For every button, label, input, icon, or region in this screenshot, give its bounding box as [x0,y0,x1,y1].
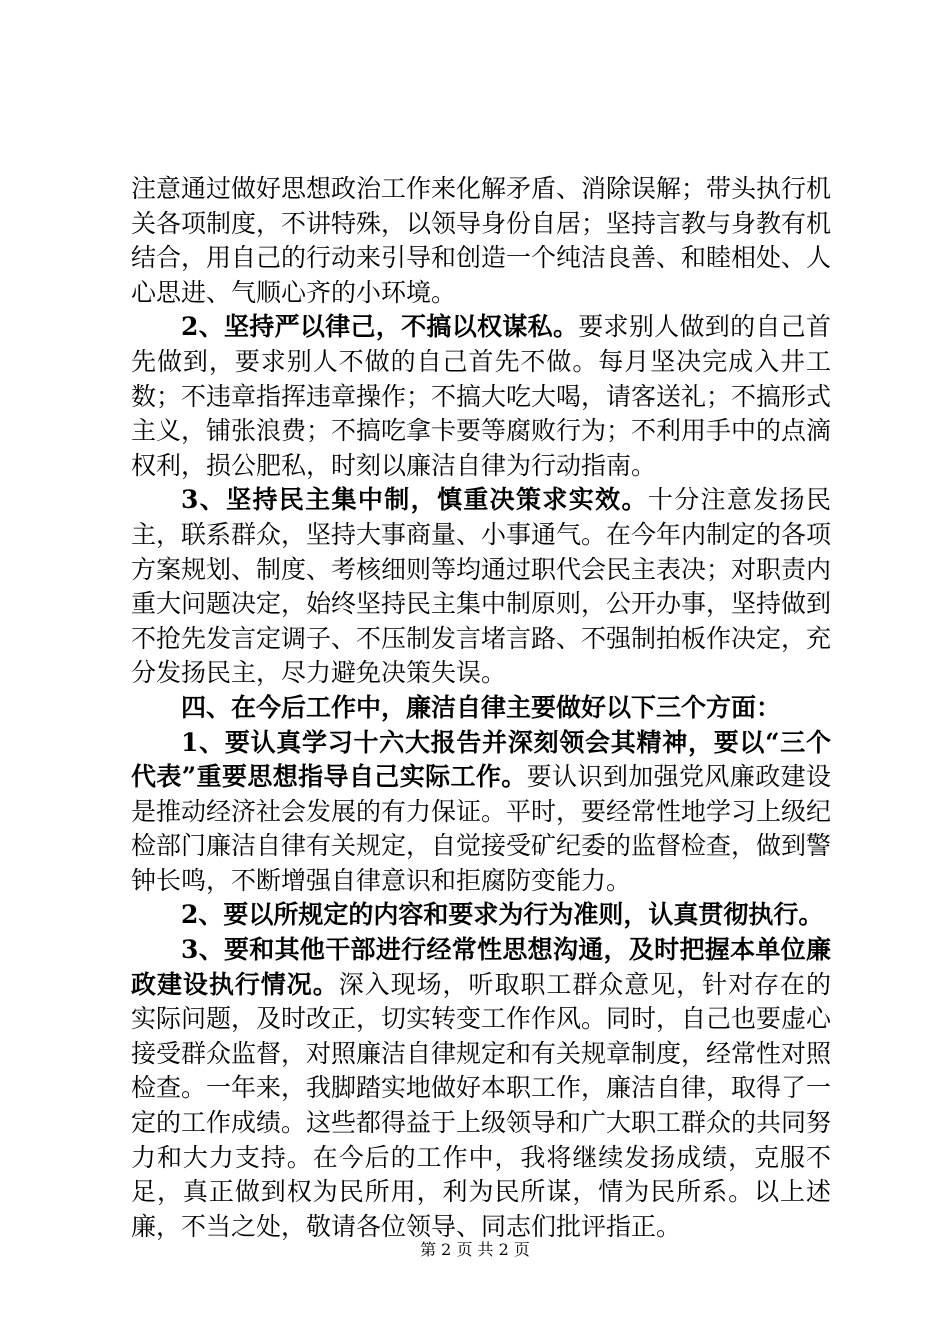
section-heading: 四、在今后工作中，廉洁自律主要做好以下三个方面： [181,692,782,722]
document-body [131,172,831,1244]
paragraph-item-2 [131,898,831,933]
paragraph-point-3 [131,483,831,691]
paragraph-point-2 [131,310,831,483]
paragraph-heading: 2、要以所规定的内容和要求为行为准则，认真贯彻执行。 [181,900,824,930]
page-footer [0,1240,950,1260]
paragraph-text: 注意通过做好思想政治工作来化解矛盾、消除误解；带头执行机关各项制度，不讲特殊，以领导身份自居；坚持言教与身教有机结合，用自己的行动来引导和创造一个纯洁良善、和睦相处、人心思进、气顺心齐的小环境。 [131,174,832,307]
paragraph-continuation [131,172,831,310]
paragraph-item-3 [131,933,831,1244]
paragraph-heading: 2、坚持严以律己，不搞以权谋私。 [181,312,579,342]
paragraph-item-1 [131,726,831,899]
paragraph-heading: 3、坚持民主集中制，慎重决策求实效。 [181,485,648,515]
paragraph-text: 十分注意发扬民主，联系群众，坚持大事商量、小事通气。在今年内制定的各项方案规划、制度、考核细则等均通过职代会民主表决；对职责内重大问题决定，始终坚持民主集中制原则，公开办事，坚持做到不抢先发言定调子、不压制发言堵言路、不强制拍板作决定，充分发扬民主，尽力避免决策失误。 [131,485,832,688]
page-number-label: 第 2 页 共 2 页 [420,1240,530,1259]
paragraph-text: 要求别人做到的自己首先做到，要求别人不做的自己首先不做。每月坚决完成入井工数；不违章指挥违章操作；不搞大吃大喝，请客送礼；不搞形式主义，铺张浪费；不搞吃拿卡要等腐败行为；不利用手中的点滴权利，损公肥私，时刻以廉洁自律为行动指南。 [131,312,832,480]
paragraph-heading: 3、要和其他干部进行经常性思想沟通，及时把握本单位廉政建设执行情况。 [131,935,831,999]
section-heading-four [131,691,831,726]
paragraph-heading: 1、要认真学习十六大报告并深刻领会其精神，要以“三个代表”重要思想指导自己实际工作。 [131,727,831,792]
paragraph-text: 要认识到加强党风廉政建设是推动经济社会发展的有力保证。平时，要经常性地学习上级纪检部门廉洁自律有关规定，自觉接受矿纪委的监督检查，做到警钟长鸣，不断增强自律意识和拒腐防变能力。 [131,762,832,895]
paragraph-text: 深入现场，听取职工群众意见，针对存在的实际问题，及时改正，切实转变工作作风。同时，自己也要虚心接受群众监督，对照廉洁自律规定和有关规章制度，经常性对照检查。一年来，我脚踏实地做好本职工作，廉洁自律，取得了一定的工作成绩。这些都得益于上级领导和广大职工群众的共同努力和大力支持。在今后的工作中，我将继续发扬成绩，克服不足，真正做到权为民所用，利为民所谋，情为民所系。以上述廉，不当之处，敬请各位领导、同志们批评指正。 [131,969,832,1241]
